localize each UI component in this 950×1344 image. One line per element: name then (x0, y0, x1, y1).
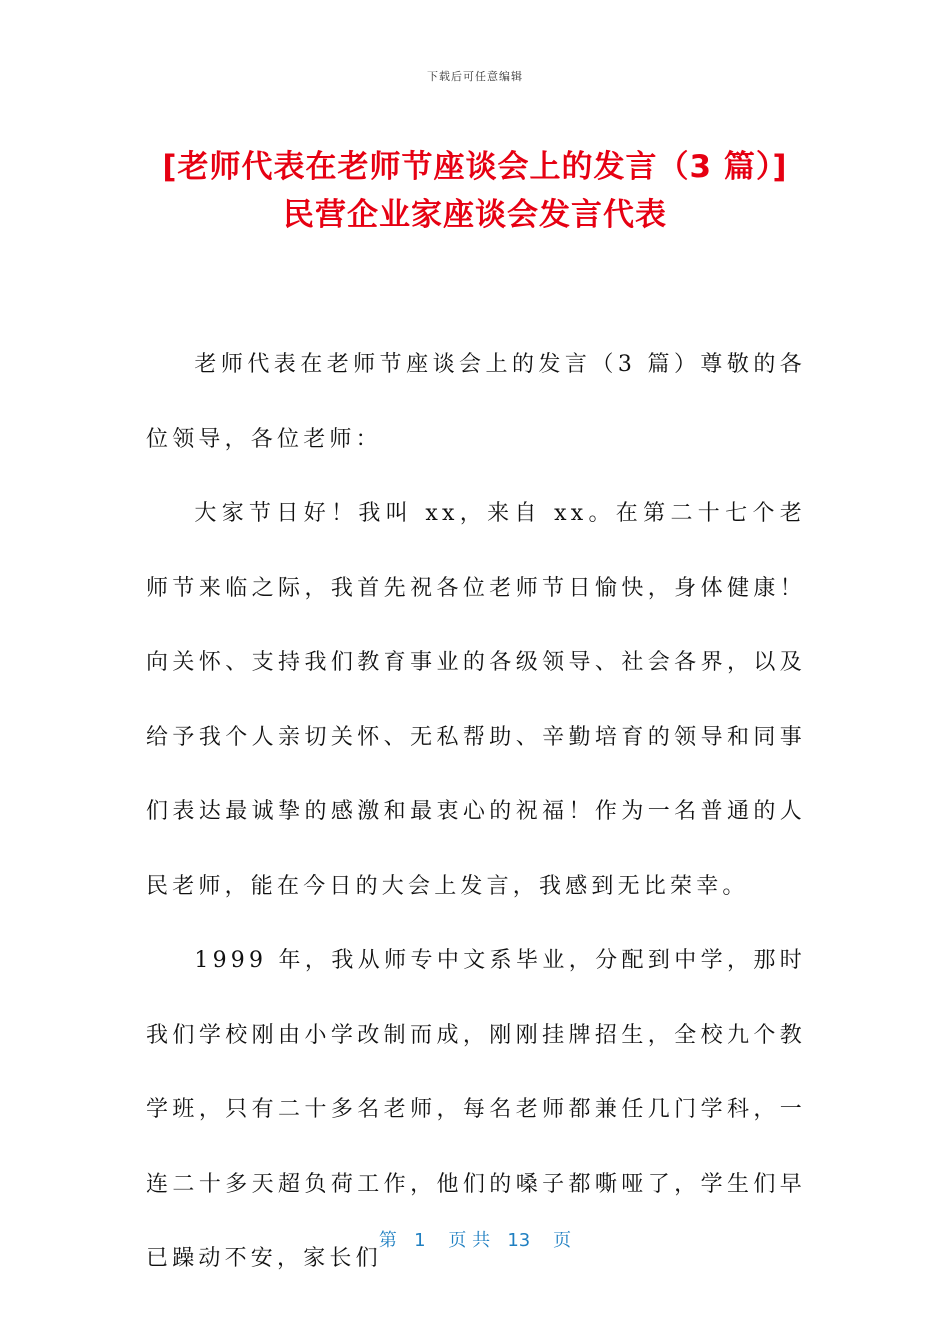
title-line-1: [老师代表在老师节座谈会上的发言（3 篇）] (162, 149, 788, 185)
footer-page-number: 1 (414, 1230, 426, 1251)
paragraph: 1999 年，我从师专中文系毕业，分配到中学，那时我们学校刚由小学改制而成，刚刚挂牌招生，全校九个教学班，只有二十多名老师，每名老师都兼任几门学科，一连二十多天超负荷工作，他们的嗓子都嘶哑了，学生们早已躁动不安，家长们 (146, 948, 806, 1271)
footer-total-pages: 13 (507, 1230, 531, 1251)
footer-suffix: 页 (553, 1230, 572, 1251)
footer-prefix: 第 (378, 1230, 397, 1251)
header-note: 下载后可任意编辑 (427, 70, 523, 83)
page-footer (0, 1226, 950, 1252)
document-title (120, 143, 830, 239)
paragraph: 大家节日好！我叫 xx，来自 xx。在第二十七个老师节来临之际，我首先祝各位老师节日愉快，身体健康！向关怀、支持我们教育事业的各级领导、社会各界，以及给予我个人亲切关怀、无私帮助、辛勤培育的领导和同事们表达最诚挚的感激和最衷心的祝福！作为一名普通的人民老师，能在今日的大会上发言，我感到无比荣幸。 (146, 501, 806, 899)
footer-middle: 页 共 (448, 1230, 491, 1251)
title-line-2: 民营企业家座谈会发言代表 (283, 197, 667, 233)
document-body (146, 328, 806, 1297)
paragraph: 老师代表在老师节座谈会上的发言（3 篇）尊敬的各位领导，各位老师： (146, 352, 806, 452)
